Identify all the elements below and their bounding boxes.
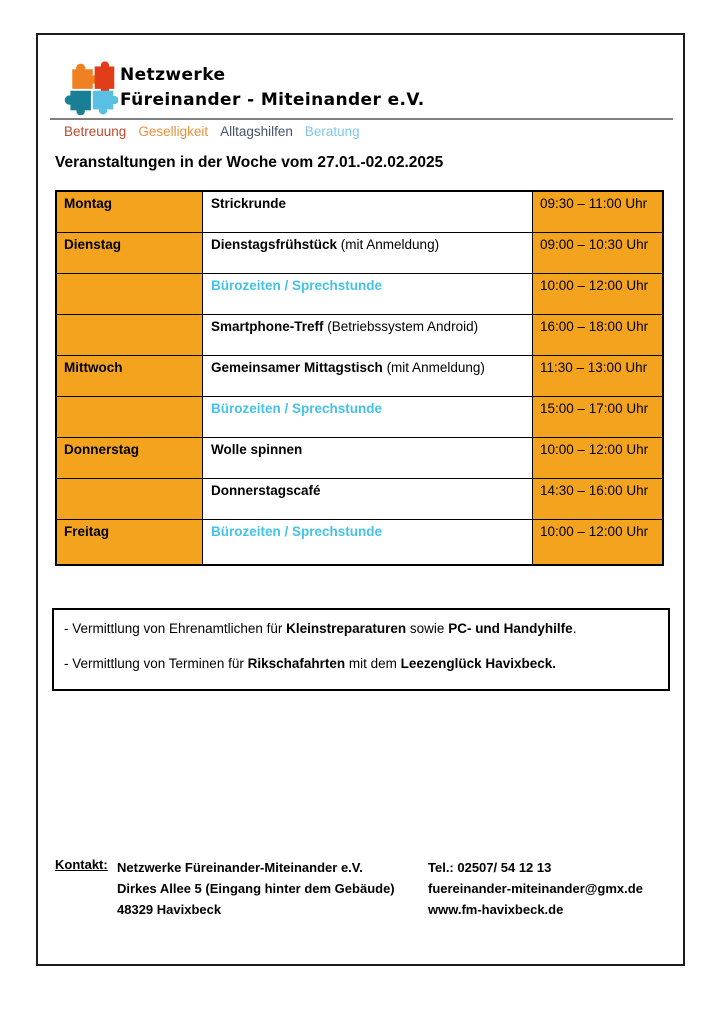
time-cell: 10:00 – 12:00 Uhr bbox=[533, 274, 662, 315]
event-name: Smartphone-Treff bbox=[211, 319, 324, 334]
time-cell: 10:00 – 12:00 Uhr bbox=[533, 520, 662, 564]
flyer-page bbox=[36, 33, 685, 966]
header-divider bbox=[50, 118, 673, 120]
services-info-box bbox=[52, 608, 670, 691]
service-text: mit dem bbox=[345, 656, 401, 671]
nav-item-geselligkeit: Geselligkeit bbox=[138, 124, 209, 139]
day-cell bbox=[57, 315, 203, 356]
service-text: . bbox=[572, 621, 577, 636]
service-highlight: Kleinstreparaturen bbox=[286, 621, 407, 636]
event-note: (Betriebssystem Android) bbox=[323, 319, 479, 334]
service-highlight: Leezenglück Havixbeck. bbox=[400, 656, 556, 671]
nav-item-beratung: Beratung bbox=[304, 124, 360, 139]
time-cell: 10:00 – 12:00 Uhr bbox=[533, 438, 662, 479]
contact-detail-line: www.fm-havixbeck.de bbox=[428, 902, 564, 917]
event-cell bbox=[203, 397, 533, 438]
schedule-table bbox=[55, 190, 664, 566]
day-cell: Montag bbox=[57, 192, 203, 233]
time-cell: 15:00 – 17:00 Uhr bbox=[533, 397, 662, 438]
day-cell: Freitag bbox=[57, 520, 203, 564]
category-nav bbox=[64, 124, 360, 139]
event-note: (mit Anmeldung) bbox=[337, 237, 440, 252]
nav-item-betreuung: Betreuung bbox=[64, 124, 127, 139]
day-cell bbox=[57, 479, 203, 520]
contact-address-line: Dirkes Allee 5 (Eingang hinter dem Gebäude) bbox=[117, 881, 395, 896]
day-cell bbox=[57, 274, 203, 315]
time-cell: 09:00 – 10:30 Uhr bbox=[533, 233, 662, 274]
day-cell: Dienstag bbox=[57, 233, 203, 274]
service-line bbox=[64, 656, 658, 671]
event-name: Wolle spinnen bbox=[211, 442, 303, 457]
service-line bbox=[64, 621, 658, 636]
event-cell bbox=[203, 315, 533, 356]
contact-label: Kontakt: bbox=[55, 857, 108, 872]
brand-name-line2: Füreinander - Miteinander e.V. bbox=[120, 90, 425, 110]
contact-address-line: 48329 Havixbeck bbox=[117, 902, 222, 917]
service-text: - Vermittlung von Terminen für bbox=[64, 656, 248, 671]
event-cell bbox=[203, 520, 533, 564]
contact-address-line: Netzwerke Füreinander-Miteinander e.V. bbox=[117, 860, 363, 875]
event-name: Strickrunde bbox=[211, 196, 287, 211]
event-cell bbox=[203, 479, 533, 520]
time-cell: 14:30 – 16:00 Uhr bbox=[533, 479, 662, 520]
contact-details bbox=[428, 857, 643, 920]
puzzle-logo-icon bbox=[62, 59, 118, 115]
contact-detail-line: fuereinander-miteinander@gmx.de bbox=[428, 881, 643, 896]
event-name: Donnerstagscafé bbox=[211, 483, 321, 498]
event-cell bbox=[203, 192, 533, 233]
event-cell bbox=[203, 274, 533, 315]
brand-name bbox=[120, 63, 425, 113]
service-text: sowie bbox=[406, 621, 449, 636]
contact-address bbox=[117, 857, 395, 920]
service-text: - Vermittlung von Ehrenamtlichen für bbox=[64, 621, 287, 636]
day-cell bbox=[57, 397, 203, 438]
event-cell bbox=[203, 356, 533, 397]
event-note: (mit Anmeldung) bbox=[382, 360, 485, 375]
event-cell bbox=[203, 438, 533, 479]
day-cell: Donnerstag bbox=[57, 438, 203, 479]
page-title: Veranstaltungen in der Woche vom 27.01.-02.02.2025 bbox=[55, 154, 444, 171]
event-name: Bürozeiten / Sprechstunde bbox=[211, 401, 383, 416]
brand-name-line1: Netzwerke bbox=[120, 65, 226, 85]
service-highlight: Rikschafahrten bbox=[247, 656, 346, 671]
contact-detail-line: Tel.: 02507/ 54 12 13 bbox=[428, 860, 552, 875]
event-name: Bürozeiten / Sprechstunde bbox=[211, 524, 383, 539]
nav-item-alltagshilfen: Alltagshilfen bbox=[220, 124, 293, 139]
time-cell: 09:30 – 11:00 Uhr bbox=[533, 192, 662, 233]
event-name: Bürozeiten / Sprechstunde bbox=[211, 278, 383, 293]
day-cell: Mittwoch bbox=[57, 356, 203, 397]
time-cell: 16:00 – 18:00 Uhr bbox=[533, 315, 662, 356]
event-name: Dienstagsfrühstück bbox=[211, 237, 338, 252]
event-name: Gemeinsamer Mittagstisch bbox=[211, 360, 383, 375]
service-highlight: PC- und Handyhilfe bbox=[448, 621, 573, 636]
event-cell bbox=[203, 233, 533, 274]
time-cell: 11:30 – 13:00 Uhr bbox=[533, 356, 662, 397]
